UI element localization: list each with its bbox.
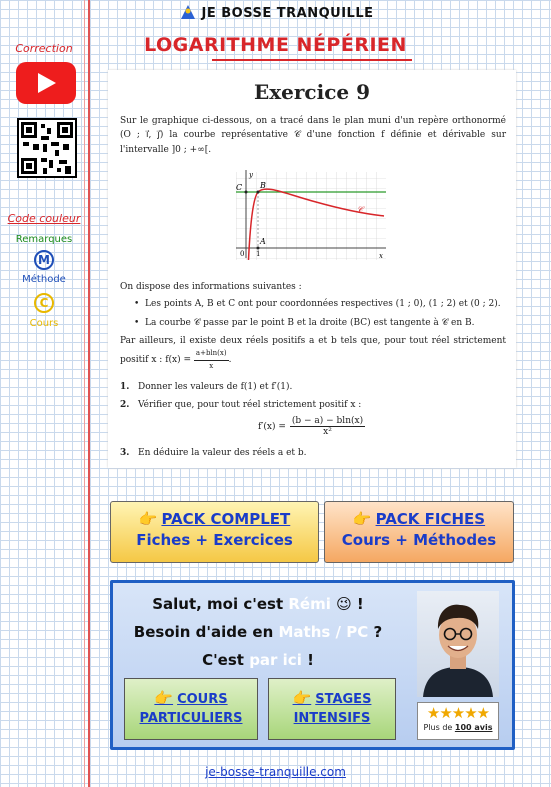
margin-line <box>88 0 90 787</box>
promo-line-3[interactable]: C'est par ici ! <box>202 651 314 669</box>
pointing-hand-icon: 👉 <box>154 689 174 707</box>
point-b <box>257 191 260 194</box>
cours-particuliers-button[interactable]: 👉 COURS PARTICULIERS <box>124 678 258 740</box>
label-curve: 𝒞 <box>357 205 363 214</box>
question-1: 1. Donner les valeurs de f(1) et f′(1). <box>120 382 293 392</box>
label-a: A <box>260 237 266 246</box>
pointing-hand-icon: 👉 <box>292 689 312 707</box>
cours-icon: C <box>34 293 54 313</box>
avatar <box>417 591 499 697</box>
par-ailleurs-text: Par ailleurs, il existe deux réels positifs a et b tels que, pour tout réel strictement positif x : f(x) = $\frac{a+bln(x)}{x}$ . <box>120 334 506 372</box>
point-c <box>245 191 248 194</box>
function-graph <box>226 168 386 262</box>
promo-line-1: Salut, moi c'est Rémi 😉 ! <box>152 595 364 613</box>
label-y: y <box>249 171 253 179</box>
rating-badge <box>417 702 499 740</box>
margin-line-light <box>84 0 85 787</box>
promo-line-2: Besoin d'aide en Maths / PC ? <box>133 623 383 641</box>
pack-complet-button[interactable]: 👉 PACK COMPLET Fiches + Exercices <box>110 501 319 563</box>
methode-label: Méthode <box>22 274 66 285</box>
bullet-item: • La courbe 𝒞 passe par le point B et la droite (BC) est tangente à 𝒞 en B. <box>134 318 475 328</box>
correction-label: Correction <box>15 42 73 55</box>
remarques-label: Remarques <box>15 234 73 245</box>
label-one: 1 <box>256 250 261 258</box>
star-rating-icon: ★★★★★ <box>426 704 490 722</box>
footer-link[interactable]: je-bosse-tranquille.com <box>205 765 346 779</box>
methode-icon: M <box>34 250 54 270</box>
title-underline <box>212 59 412 61</box>
pointing-hand-icon: 👉 <box>138 510 158 528</box>
code-couleur-label: Code couleur <box>7 212 81 225</box>
label-c: C <box>236 183 243 192</box>
brand[interactable] <box>0 4 551 21</box>
pointing-hand-icon: 👉 <box>352 510 372 528</box>
exercise-card <box>108 70 516 468</box>
play-icon[interactable] <box>38 73 56 93</box>
bullet-item: • Les points A, B et C ont pour coordonnées respectives (1 ; 0), (1 ; 2) et (0 ; 2). <box>134 299 501 309</box>
stages-intensifs-button[interactable]: 👉 STAGES INTENSIFS <box>268 678 396 740</box>
label-origin: 0 <box>240 250 245 258</box>
question-3: 3. En déduire la valeur des réels a et b. <box>120 448 307 458</box>
page-title: LOGARITHME NÉPÉRIEN <box>144 34 407 56</box>
label-x: x <box>379 252 383 260</box>
brand-name: JE BOSSE TRANQUILLE <box>201 6 374 21</box>
cours-label: Cours <box>29 318 59 329</box>
brand-logo-icon <box>178 4 198 20</box>
infos-text: On dispose des informations suivantes : <box>120 282 302 292</box>
label-b: B <box>260 181 266 190</box>
qr-code-icon <box>17 118 77 178</box>
question-2: 2. Vérifier que, pour tout réel strictement positif x : <box>120 400 362 410</box>
reviews-count: Plus de 100 avis <box>423 723 493 732</box>
exercise-intro: Sur le graphique ci-dessous, on a tracé dans le plan muni d'un repère orthonormé (O ; i⃗, j⃗) la courbe représentative 𝒞 d'une fonction f définie et dérivable sur l'intervalle ]0 ; +∞[. <box>120 116 506 155</box>
derivative-formula: f′(x) = $\frac{(b - a) - bln(x)}{\text{x²}}$ <box>258 416 364 437</box>
fx-fraction: $\frac{a+bln(x)}{x}$ <box>195 349 227 370</box>
pack-fiches-button[interactable]: 👉 PACK FICHES Cours + Méthodes <box>324 501 514 563</box>
promo-box <box>110 580 515 750</box>
exercise-title: Exercice 9 <box>254 80 370 104</box>
